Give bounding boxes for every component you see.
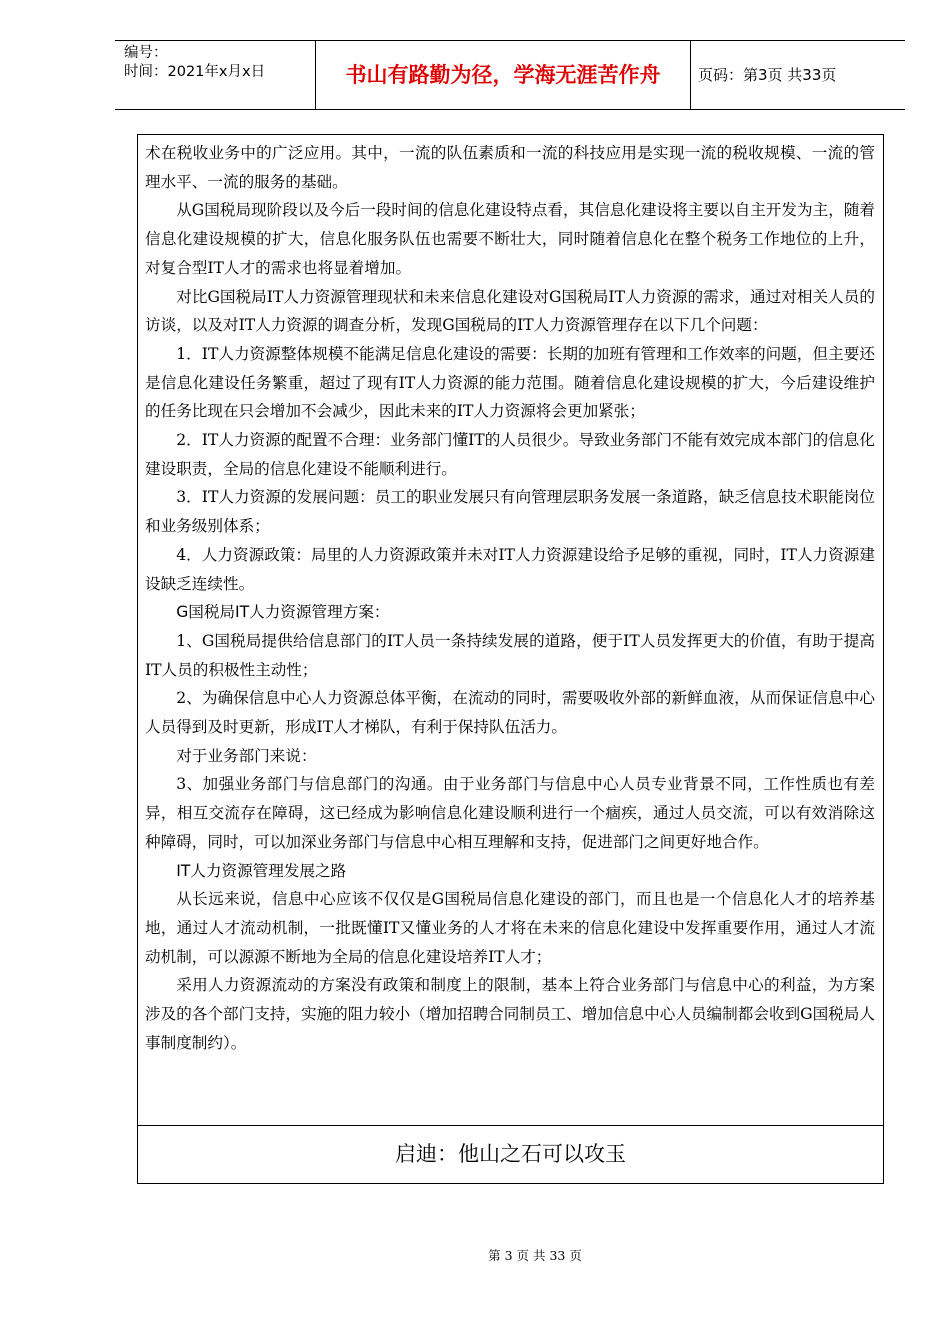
header-motto: 书山有路勤为径，学海无涯苦作舟 xyxy=(315,41,691,109)
section-heading: G国税局IT人力资源管理方案： xyxy=(176,603,390,622)
paragraph: 对比G国税局IT人力资源管理现状和未来信息化建设对G国税局IT人力资源的需求，通过对相关人员的访谈，以及对IT人力资源的调查分析，发现G国税局的IT人力资源管理存在以下几个问题： xyxy=(145,287,875,335)
page-number: 第 3 页 共 33 页 xyxy=(488,1248,582,1263)
paragraph: 1、G国税局提供给信息部门的IT人员一条持续发展的道路，便于IT人员发挥更大的价值，有助于提高IT人员的积极性主动性； xyxy=(145,631,875,679)
paragraph: 对于业务部门来说： xyxy=(176,746,317,765)
paragraph: 2．IT人力资源的配置不合理：业务部门懂IT的人员很少。导致业务部门不能有效完成本部门的信息化建设职责，全局的信息化建设不能顺利进行。 xyxy=(145,431,875,478)
section-heading: IT人力资源管理发展之路 xyxy=(176,861,347,880)
document-header xyxy=(115,40,905,110)
paragraph: 3、加强业务部门与信息部门的沟通。由于业务部门与信息中心人员专业背景不同，工作性质也有差异，相互交流存在障碍，这已经成为影响信息化建设顺利进行一个痼疾，通过人员交流，可以有效消除这种障碍，同时，可以加深业务部门与信息中心相互理解和支持，促进部门之间更好地合作。 xyxy=(145,775,875,851)
paragraph: 采用人力资源流动的方案没有政策和制度上的限制，基本上符合业务部门与信息中心的利益，为方案涉及的各个部门支持，实施的阻力较小（增加招聘合同制员工、增加信息中心人员编制都会收到G国税局人事制度制约）。 xyxy=(145,976,875,1052)
paragraph: 3．IT人力资源的发展问题：员工的职业发展只有向管理层职务发展一条道路，缺乏信息技术职能岗位和业务级别体系； xyxy=(145,488,875,536)
body-text xyxy=(145,139,875,1058)
closing-quote: 启迪：他山之石可以攻玉 xyxy=(395,1142,626,1166)
paragraph: 1．IT人力资源整体规模不能满足信息化建设的需要：长期的加班有管理和工作效率的问题，但主要还是信息化建设任务繁重，超过了现有IT人力资源的能力范围。随着信息化建设规模的扩大，今后建设维护的任务比现在只会增加不会减少，因此未来的IT人力资源将会更加紧张； xyxy=(145,344,875,421)
paragraph: 术在税收业务中的广泛应用。其中，一流的队伍素质和一流的科技应用是实现一流的税收规模、一流的管理水平、一流的服务的基础。 xyxy=(145,144,875,191)
content-box xyxy=(137,134,884,1184)
paragraph: 从G国税局现阶段以及今后一段时间的信息化建设特点看，其信息化建设将主要以自主开发为主，随着信息化建设规模的扩大，信息化服务队伍也需要不断壮大，同时随着信息化在整个税务工作地位的上升，对复合型IT人才的需求也将显着增加。 xyxy=(145,201,875,277)
header-meta xyxy=(115,41,315,109)
paragraph: 4．人力资源政策：局里的人力资源政策并未对IT人力资源建设给予足够的重视，同时，IT人力资源建设缺乏连续性。 xyxy=(145,545,875,593)
number-label: 编号： xyxy=(124,45,168,61)
paragraph: 从长远来说，信息中心应该不仅仅是G国税局信息化建设的部门，而且也是一个信息化人才的培养基地，通过人才流动机制，一批既懂IT又懂业务的人才将在未来的信息化建设中发挥重要作用，通过人才流动机制，可以源源不断地为全局的信息化建设培养IT人才； xyxy=(145,890,875,966)
paragraph: 2、为确保信息中心人力资源总体平衡，在流动的同时，需要吸收外部的新鲜血液，从而保证信息中心人员得到及时更新，形成IT人才梯队，有利于保持队伍活力。 xyxy=(145,689,875,737)
header-page-info: 页码：第3页 共33页 xyxy=(698,66,837,84)
time-label: 时间：2021年x月x日 xyxy=(124,64,266,80)
